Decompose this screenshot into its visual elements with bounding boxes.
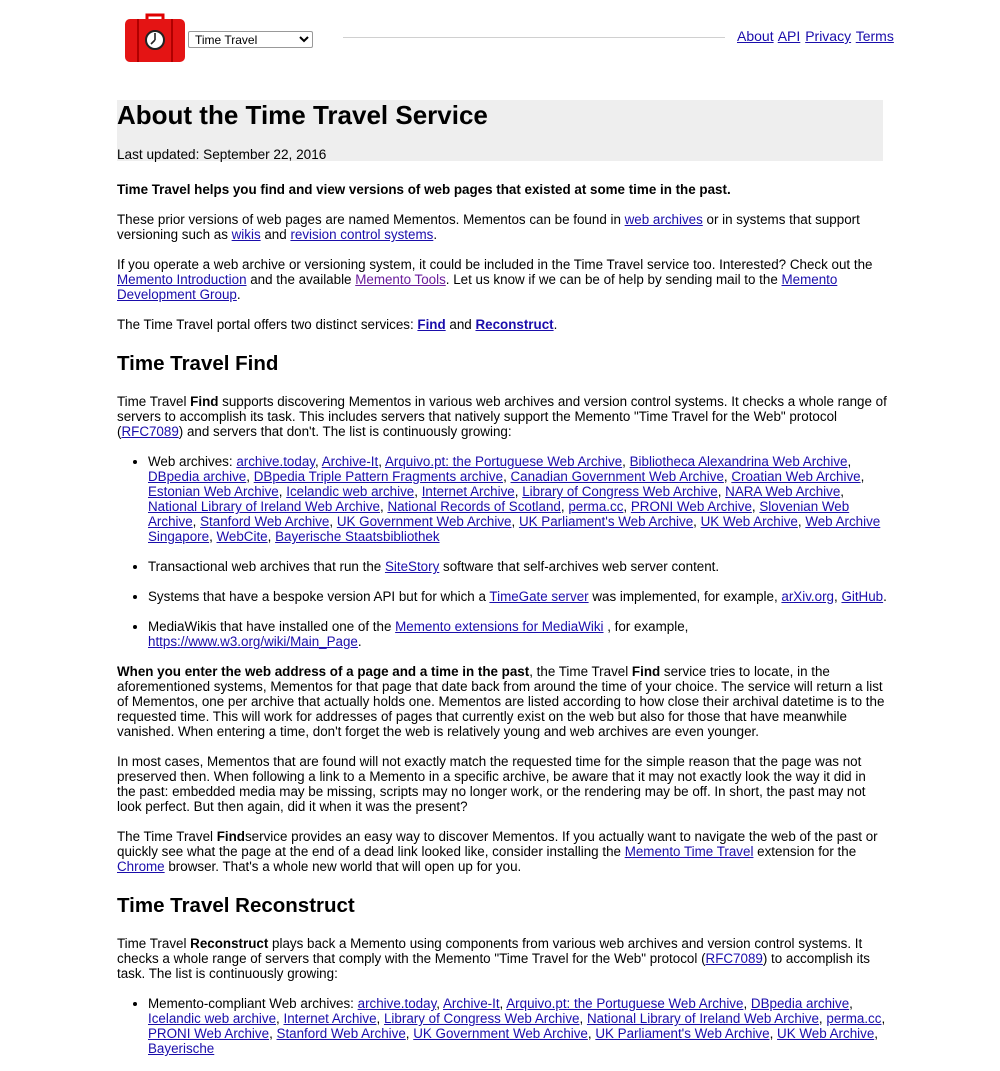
- text: browser. That's a whole new world that will open up for you.: [164, 859, 522, 874]
- text: service provides an easy way to discover Mementos. If you actually want to navigate the web of the past or quickly see what the page at the end of a dead link looked like, consider installing the: [117, 829, 878, 859]
- archive-link[interactable]: Library of Congress Web Archive: [522, 484, 718, 499]
- text: and: [445, 317, 476, 332]
- bold-text: Find: [631, 664, 661, 679]
- intro-paragraph-services: [117, 317, 887, 332]
- text: The Time Travel portal offers two distinct services:: [117, 317, 418, 332]
- archive-link[interactable]: UK Web Archive: [777, 1026, 875, 1041]
- find-source-list: [117, 454, 887, 649]
- reconstruct-web-archives-item: [148, 996, 887, 1056]
- bold-text: Reconstruct: [190, 936, 269, 951]
- text: and: [260, 227, 291, 242]
- last-updated: Last updated: September 22, 2016: [117, 147, 327, 162]
- text: Time Travel: [117, 394, 191, 409]
- github-link[interactable]: GitHub: [841, 589, 884, 604]
- wikis-link[interactable]: wikis: [231, 227, 261, 242]
- nav-api-link[interactable]: API: [777, 28, 801, 44]
- find-heading: Time Travel Find: [117, 352, 279, 375]
- text: MediaWikis that have installed one of the: [148, 619, 396, 634]
- intro-paragraph-operators: [117, 257, 887, 302]
- top-nav: [737, 29, 895, 44]
- archive-link[interactable]: DBpedia Triple Pattern Fragments archive: [253, 469, 504, 484]
- text: If you operate a web archive or versioning system, it could be included in the Time Travel service too. Interested? Check out the: [117, 257, 873, 272]
- text: The Time Travel: [117, 829, 217, 844]
- find-paragraph-cases: In most cases, Mementos that are found will not exactly match the requested time for the simple reason that the page was not preserved then. When following a link to a Memento in a specific archive, be aware that it may not exactly look the way it did in the past: embedded media may be missing, scripts may no longer work, or the rendering may be off. In short, the past may not look perfect. But then again, did it when it was the present?: [117, 754, 866, 814]
- archive-link[interactable]: UK Web Archive: [700, 514, 798, 529]
- reconstruct-paragraph-intro: [117, 936, 887, 981]
- find-paragraph-extension: [117, 829, 887, 874]
- archive-link[interactable]: Library of Congress Web Archive: [383, 1011, 580, 1026]
- find-paragraph-how: [117, 664, 887, 739]
- service-select[interactable]: [188, 31, 313, 48]
- text: .: [553, 317, 558, 332]
- archive-link[interactable]: Icelandic web archive: [286, 484, 415, 499]
- text: These prior versions of web pages are named Mementos. Mementos can be found in: [117, 212, 625, 227]
- text: .: [883, 589, 887, 604]
- archive-link[interactable]: Archive-It: [442, 996, 500, 1011]
- page-title: About the Time Travel Service: [117, 100, 488, 130]
- archive-link[interactable]: Bayerische: [148, 1041, 215, 1056]
- memento-tools-link[interactable]: Memento Tools: [355, 272, 446, 287]
- text: or in systems that support versioning such as: [117, 212, 860, 242]
- nav-privacy-link[interactable]: Privacy: [805, 28, 852, 44]
- find-link[interactable]: Find: [417, 317, 446, 332]
- intro-lead: Time Travel helps you find and view versions of web pages that existed at some time in the past.: [117, 182, 731, 197]
- archive-link[interactable]: perma.cc: [568, 499, 624, 514]
- title-band: [117, 100, 883, 161]
- nav-terms-link[interactable]: Terms: [855, 28, 894, 44]
- text: , the Time Travel: [529, 664, 632, 679]
- red-suitcase-clock-icon[interactable]: [124, 13, 186, 63]
- sitestory-link[interactable]: SiteStory: [384, 559, 440, 574]
- rfc7089-link[interactable]: RFC7089: [705, 951, 763, 966]
- text: . Let us know if we can be of help by sending mail to the: [445, 272, 782, 287]
- text: was implemented, for example,: [588, 589, 782, 604]
- find-mediawiki-item: [148, 619, 887, 649]
- text: Systems that have a bespoke version API but for which a: [148, 589, 490, 604]
- text: ) to accomplish its task. The list is continuously growing:: [117, 951, 871, 981]
- archive-link[interactable]: Stanford Web Archive: [200, 514, 330, 529]
- archive-link[interactable]: Internet Archive: [421, 484, 515, 499]
- archive-link[interactable]: Croatian Web Archive: [731, 469, 861, 484]
- list-label: Web archives:: [148, 454, 237, 469]
- archive-link[interactable]: perma.cc: [826, 1011, 882, 1026]
- archive-link[interactable]: archive.today: [236, 454, 315, 469]
- bold-text: Find: [190, 394, 219, 409]
- w3-wiki-link[interactable]: https://www.w3.org/wiki/Main_Page: [148, 634, 358, 649]
- text: Transactional web archives that run the: [148, 559, 385, 574]
- archive-link[interactable]: Arquivo.pt: the Portuguese Web Archive: [506, 996, 744, 1011]
- site-header: [0, 0, 1000, 90]
- text: .: [357, 634, 362, 649]
- text: ,: [833, 589, 842, 604]
- archive-link[interactable]: UK Government Web Archive: [336, 514, 512, 529]
- archive-link[interactable]: Stanford Web Archive: [276, 1026, 406, 1041]
- text: service tries to locate, in the aforementioned systems, Mementos for that page that date back from around the time of your choice. The service will return a list of Mementos, one per archive that actually holds one. Mementos are listed according to how close their archival datetime is to the requested time. This will work for addresses of pages that currently exist on the web but also for those that have meanwhile vanished. When entering a time, don't forget the web is relatively young and web archives are even younger.: [117, 664, 885, 739]
- archive-link[interactable]: Archive-It: [321, 454, 379, 469]
- arxiv-link[interactable]: arXiv.org: [781, 589, 834, 604]
- archive-link[interactable]: UK Parliament's Web Archive: [595, 1026, 770, 1041]
- archive-link[interactable]: archive.today: [357, 996, 437, 1011]
- archive-links: archive.today, Archive-It, Arquivo.pt: the Portuguese Web Archive, Bibliotheca Alexandrina Web Archive, DBpedia archive, DBpedia Triple Pattern Fragments archive, Canadian Government Web Archive, Croatian Web Archive, Estonian Web Archive, Icelandic web archive, Internet Archive, Library of Congress Web Archive, NARA Web Archive, National Library of Ireland Web Archive, National Records of Scotland, perma.cc, PRONI Web Archive, Slovenian Web Archive, Stanford Web Archive, UK Government Web Archive, UK Parliament's Web Archive, UK Web Archive, Web Archive Singapore, WebCite, Bayerische Staatsbibliothek: [148, 454, 881, 544]
- archive-link[interactable]: DBpedia archive: [750, 996, 850, 1011]
- reconstruct-source-list: [117, 996, 887, 1056]
- text: software that self-archives web server content.: [439, 559, 720, 574]
- text: , for example,: [603, 619, 689, 634]
- find-paragraph-intro: [117, 394, 887, 439]
- text: .: [433, 227, 438, 242]
- archive-link[interactable]: NARA Web Archive: [725, 484, 841, 499]
- archive-link[interactable]: Icelandic web archive: [148, 1011, 277, 1026]
- revision-control-link[interactable]: revision control systems: [290, 227, 434, 242]
- text: Time Travel: [117, 936, 191, 951]
- archive-link[interactable]: UK Government Web Archive: [413, 1026, 588, 1041]
- bold-text: When you enter the web address of a page and a time in the past: [117, 664, 530, 679]
- archive-link[interactable]: National Library of Ireland Web Archive: [148, 499, 380, 514]
- archive-link[interactable]: National Records of Scotland: [387, 499, 561, 514]
- archive-link[interactable]: National Library of Ireland Web Archive: [586, 1011, 819, 1026]
- text: extension for the: [753, 844, 857, 859]
- archive-link[interactable]: WebCite: [216, 529, 268, 544]
- timegate-server-link[interactable]: TimeGate server: [489, 589, 589, 604]
- archive-link[interactable]: Slovenian Web Archive: [148, 499, 850, 529]
- reconstruct-heading: Time Travel Reconstruct: [117, 894, 355, 917]
- bold-text: Find: [216, 829, 245, 844]
- archive-links: archive.today, Archive-It, Arquivo.pt: the Portuguese Web Archive, DBpedia archive, Icelandic web archive, Internet Archive, Library of Congress Web Archive, National Library of Ireland Web Archive, perma.cc, PRONI Web Archive, Stanford Web Archive, UK Government Web Archive, UK Parliament's Web Archive, UK Web Archive, Bayerische: [148, 996, 886, 1056]
- reconstruct-link[interactable]: Reconstruct: [475, 317, 554, 332]
- memento-development-group-link[interactable]: Memento Development Group: [117, 272, 838, 302]
- text: .: [236, 287, 241, 302]
- archive-link[interactable]: UK Parliament's Web Archive: [518, 514, 694, 529]
- memento-introduction-link[interactable]: Memento Introduction: [117, 272, 247, 287]
- archive-link[interactable]: DBpedia archive: [148, 469, 247, 484]
- nav-about-link[interactable]: About: [737, 28, 774, 44]
- intro-paragraph-mementos: [117, 212, 887, 242]
- archive-link[interactable]: Internet Archive: [283, 1011, 377, 1026]
- text: and the available: [246, 272, 356, 287]
- archive-link[interactable]: Arquivo.pt: the Portuguese Web Archive: [384, 454, 623, 469]
- archive-link[interactable]: Web Archive Singapore: [148, 514, 881, 544]
- archive-link[interactable]: Bibliotheca Alexandrina Web Archive: [629, 454, 848, 469]
- find-bespoke-api-item: [148, 589, 887, 604]
- archive-link[interactable]: Bayerische Staatsbibliothek: [275, 529, 440, 544]
- archive-link[interactable]: PRONI Web Archive: [148, 1026, 270, 1041]
- archive-link[interactable]: Canadian Government Web Archive: [510, 469, 724, 484]
- text: ) and servers that don't. The list is continuously growing:: [178, 424, 512, 439]
- memento-time-travel-link[interactable]: Memento Time Travel: [624, 844, 754, 859]
- web-archives-link[interactable]: web archives: [624, 212, 703, 227]
- rfc7089-link[interactable]: RFC7089: [121, 424, 179, 439]
- list-label: Memento-compliant Web archives:: [148, 996, 358, 1011]
- chrome-link[interactable]: Chrome: [117, 859, 165, 874]
- find-transactional-item: [148, 559, 887, 574]
- memento-extensions-link[interactable]: Memento extensions for MediaWiki: [395, 619, 604, 634]
- archive-link[interactable]: Estonian Web Archive: [148, 484, 279, 499]
- main-content: [117, 182, 887, 1071]
- find-web-archives-item: [148, 454, 887, 544]
- archive-link[interactable]: PRONI Web Archive: [630, 499, 752, 514]
- header-divider: [343, 37, 725, 38]
- text: plays back a Memento using components from various web archives and version control systems. It checks a whole range of servers that comply with the Memento "Time Travel for the Web" protocol (: [117, 936, 863, 966]
- text: supports discovering Mementos in various web archives and version control systems. It checks a whole range of servers to accomplish its task. This includes servers that natively support the Memento "Time Travel for the Web" protocol (: [117, 394, 887, 439]
